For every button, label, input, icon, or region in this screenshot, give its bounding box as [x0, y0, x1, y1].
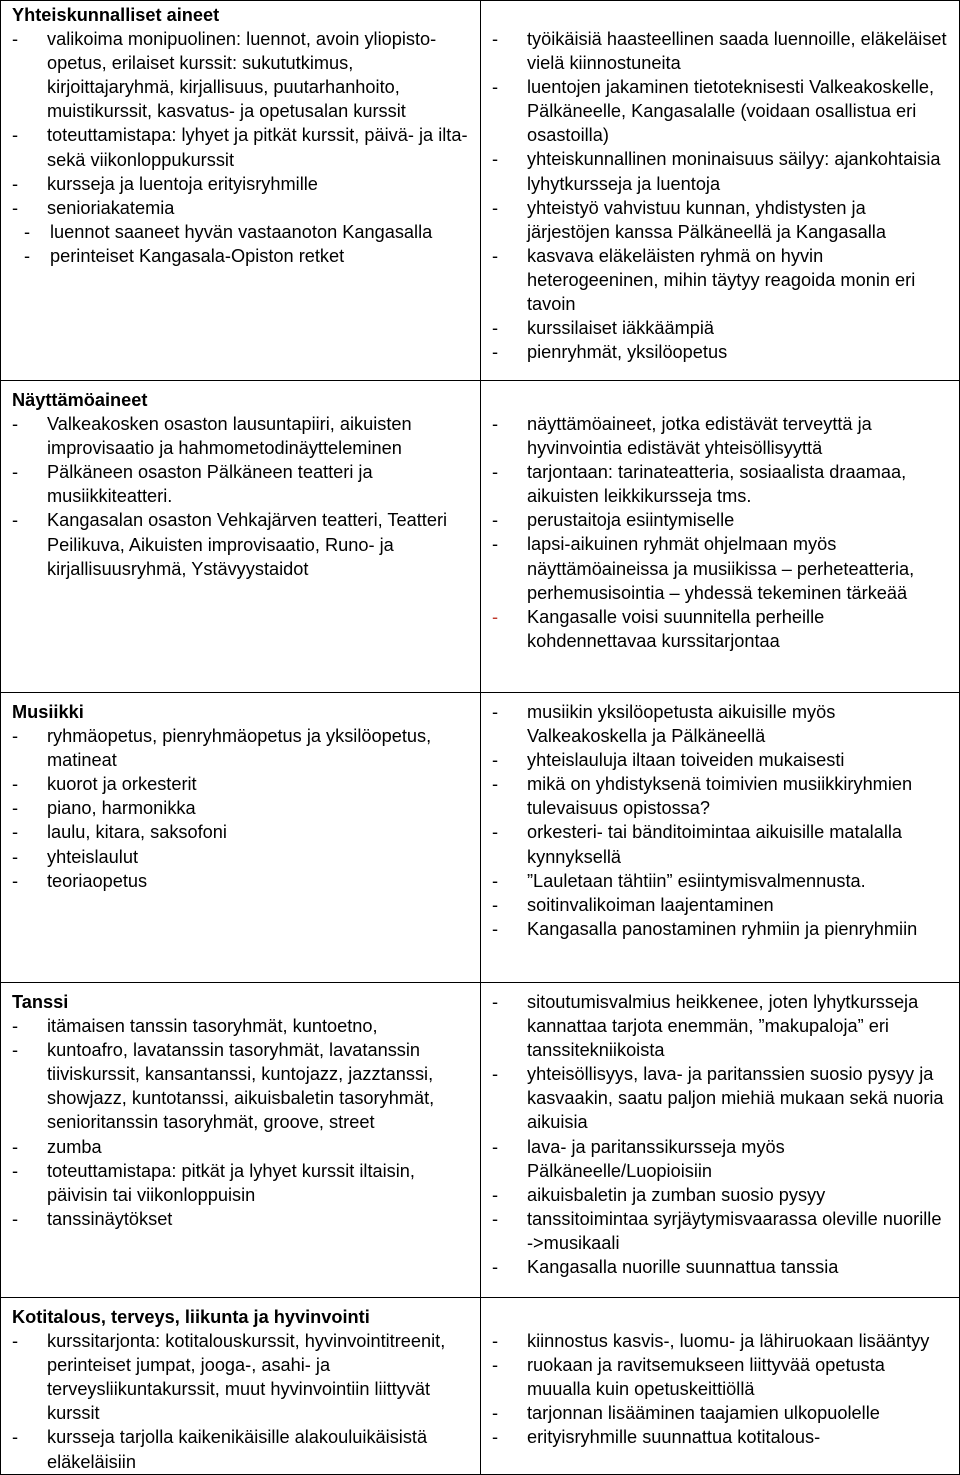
- list-item: - mikä on yhdistyksenä toimivien musiikkiryhmien tulevaisuus opistossa?: [492, 774, 913, 819]
- list-item: - kiinnostus kasvis-, luomu- ja lähiruokaan lisääntyy: [492, 1331, 930, 1351]
- list-item: - soitinvalikoiman laajentaminen: [492, 894, 774, 915]
- list-item: - ryhmäopetus, pienryhmäopetus ja yksilöopetus, matineat: [12, 726, 432, 771]
- list-item: - kuorot ja orkesterit: [12, 774, 197, 795]
- list-item: - piano, harmonikka: [12, 798, 196, 819]
- right-cell: [481, 693, 960, 983]
- bullet-list: [492, 1329, 951, 1449]
- list-item: - ”Lauletaan tähtiin” esiintymisvalmennusta.: [492, 870, 866, 891]
- list-item: - tarjontaan: tarinateatteria, sosiaalista draamaa, aikuisten leikkikursseja tms.: [492, 462, 907, 507]
- table-row: [1, 381, 960, 693]
- left-cell: [1, 381, 481, 693]
- list-item: - Kangasalla panostaminen ryhmiin ja pienryhmiin: [492, 918, 918, 939]
- section-heading: Kotitalous, terveys, liikunta ja hyvinvointi: [12, 1307, 370, 1327]
- list-item: - Kangasalan osaston Vehkajärven teatteri, Teatteri Peilikuva, Aikuisten improvisaatio, Runo- ja kirjallisuusryhmä, Ystävyystaidot: [12, 510, 448, 579]
- list-item: - erityisryhmille suunnattua kotitalous-: [492, 1427, 821, 1448]
- bullet-list: [12, 724, 472, 893]
- list-item: - Kangasalla nuorille suunnattua tanssia: [492, 1257, 839, 1278]
- list-item: - tanssitoimintaa syrjäytymisvaarassa oleville nuorille ->musikaali: [492, 1208, 942, 1253]
- list-item: - orkesteri- tai bänditoimintaa aikuisille matalalla kynnyksellä: [492, 822, 903, 867]
- list-item: - zumba: [12, 1136, 102, 1157]
- list-item: - kuntoafro, lavatanssin tasoryhmät, lavatanssin tiiviskurssit, kansantanssi, kuntojazz, jazztanssi, showjazz, kuntotanssi, aikuisbaletin tasoryhmät, senioritanssin tasoryhmät, groove, street: [12, 1040, 435, 1133]
- list-item: - tarjonnan lisääminen taajamien ulkopuolelle: [492, 1403, 880, 1424]
- left-cell: [1, 693, 481, 983]
- bullet-list: [492, 990, 951, 1279]
- list-item: - pienryhmät, yksilöopetus: [492, 342, 728, 363]
- bullet-list: [12, 1014, 472, 1231]
- list-item: - lava- ja paritanssikursseja myös Pälkäneelle/Luopioisiin: [492, 1136, 785, 1181]
- bullet-list: [12, 412, 472, 581]
- list-item: - teoriaopetus: [12, 870, 148, 891]
- list-item: - työikäisiä haasteellinen saada luennoille, eläkeläiset vielä kiinnostuneita: [492, 29, 947, 74]
- list-item: - Valkeakosken osaston lausuntapiiri, aikuisten improvisaatio ja hahmometodinäytteleminen: [12, 414, 412, 459]
- list-item: - kasvava eläkeläisten ryhmä on hyvin heterogeeninen, mihin täytyy reagoida monin eri tavoin: [492, 245, 916, 315]
- right-cell: [481, 381, 960, 693]
- right-cell: [481, 1, 960, 381]
- list-item: - yhteistyö vahvistuu kunnan, yhdistysten ja järjestöjen kanssa Pälkäneellä ja Kangasalla: [492, 197, 886, 242]
- section-heading: Yhteiskunnalliset aineet: [12, 5, 220, 25]
- table-row: [1, 983, 960, 1298]
- section-heading: Musiikki: [12, 702, 84, 722]
- list-item: - perinteiset Kangasala-Opiston retket: [24, 245, 345, 266]
- left-cell: [1, 983, 481, 1298]
- list-item: - näyttämöaineet, jotka edistävät terveyttä ja hyvinvointia edistävät yhteisöllisyyttä: [492, 414, 872, 459]
- list-item: - yhteislauluja iltaan toiveiden mukaisesti: [492, 750, 845, 771]
- list-item: - yhteislaulut: [12, 846, 138, 867]
- list-item: - Kangasalle voisi suunnitella perheille kohdennettavaa kurssitarjontaa: [492, 606, 825, 651]
- list-item: - sitoutumisvalmius heikkenee, joten lyhytkursseja kannattaa tarjota enemmän, ”makupaloja” eri tanssitekniikoista: [492, 992, 919, 1061]
- list-item: - yhteisöllisyys, lava- ja paritanssien suosio pysyy ja kasvaakin, saatu paljon miehiä mukaan sekä nuoria aikuisia: [492, 1064, 944, 1133]
- table-row: [1, 693, 960, 983]
- list-item: - aikuisbaletin ja zumban suosio pysyy: [492, 1184, 826, 1205]
- left-cell: [1, 1298, 481, 1475]
- table-row: [1, 1298, 960, 1475]
- sub-bullet-list: [12, 220, 472, 268]
- bullet-list: [492, 700, 951, 941]
- list-item: - kurssilaiset iäkkäämpiä: [492, 318, 714, 339]
- left-cell: [1, 1, 481, 381]
- list-item: - valikoima monipuolinen: luennot, avoin yliopisto-opetus, erilaiset kurssit: sukututkimus, kirjoittajaryhmä, kirjallisuus, puutarhanhoito, muistikurssit, kasvatus- ja opetusalan kurssit: [12, 29, 437, 122]
- list-item: - itämaisen tanssin tasoryhmät, kuntoetno,: [12, 1016, 378, 1037]
- list-item: - yhteiskunnallinen moninaisuus säilyy: ajankohtaisia lyhytkursseja ja luentoja: [492, 149, 941, 194]
- list-item: - luennot saaneet hyvän vastaanoton Kangasalla: [24, 221, 433, 242]
- section-heading: Tanssi: [12, 992, 69, 1012]
- list-item: - laulu, kitara, saksofoni: [12, 822, 227, 843]
- list-item: - toteuttamistapa: lyhyet ja pitkät kurssit, päivä- ja ilta- sekä viikonloppukurssit: [12, 125, 468, 170]
- list-item: - lapsi-aikuinen ryhmät ohjelmaan myös näyttämöaineissa ja musiikissa – perheteatteria, perhemusisointia – yhdessä tekeminen tärkeää: [492, 534, 915, 603]
- list-item: - musiikin yksilöopetusta aikuisille myös Valkeakoskella ja Pälkäneellä: [492, 702, 836, 747]
- list-item: - luentojen jakaminen tietoteknisesti Valkeakoskelle, Pälkäneelle, Kangasalalle (voidaan osallistua eri osastoilla): [492, 77, 935, 146]
- list-item: - kurssitarjonta: kotitalouskurssit, hyvinvointitreenit, perinteiset jumpat, jooga-, asahi- ja terveysliikuntakurssit, muut hyvinvointiin liittyvät kurssit: [12, 1331, 446, 1424]
- bullet-list: [12, 27, 472, 220]
- list-item: - tanssinäytökset: [12, 1208, 173, 1229]
- bullet-list: [492, 412, 951, 653]
- list-item: - senioriakatemia: [12, 197, 175, 218]
- bullet-list: [492, 27, 951, 364]
- list-item: - kursseja ja luentoja erityisryhmille: [12, 173, 318, 194]
- list-item: - Pälkäneen osaston Pälkäneen teatteri ja musiikkiteatteri.: [12, 462, 373, 507]
- list-item: - perustaitoja esiintymiselle: [492, 510, 735, 531]
- list-item: - kursseja tarjolla kaikenikäisille alakouluikäisistä eläkeläisiin: [12, 1427, 428, 1472]
- section-heading: Näyttämöaineet: [12, 390, 148, 410]
- right-cell: [481, 1298, 960, 1475]
- list-item: - ruokaan ja ravitsemukseen liittyvää opetusta muualla kuin opetuskeittiöllä: [492, 1355, 885, 1400]
- list-item: - toteuttamistapa: pitkät ja lyhyet kurssit iltaisin, päivisin tai viikonloppuisin: [12, 1160, 415, 1205]
- right-cell: [481, 983, 960, 1298]
- table-row: [1, 1, 960, 381]
- bullet-list: [12, 1329, 472, 1474]
